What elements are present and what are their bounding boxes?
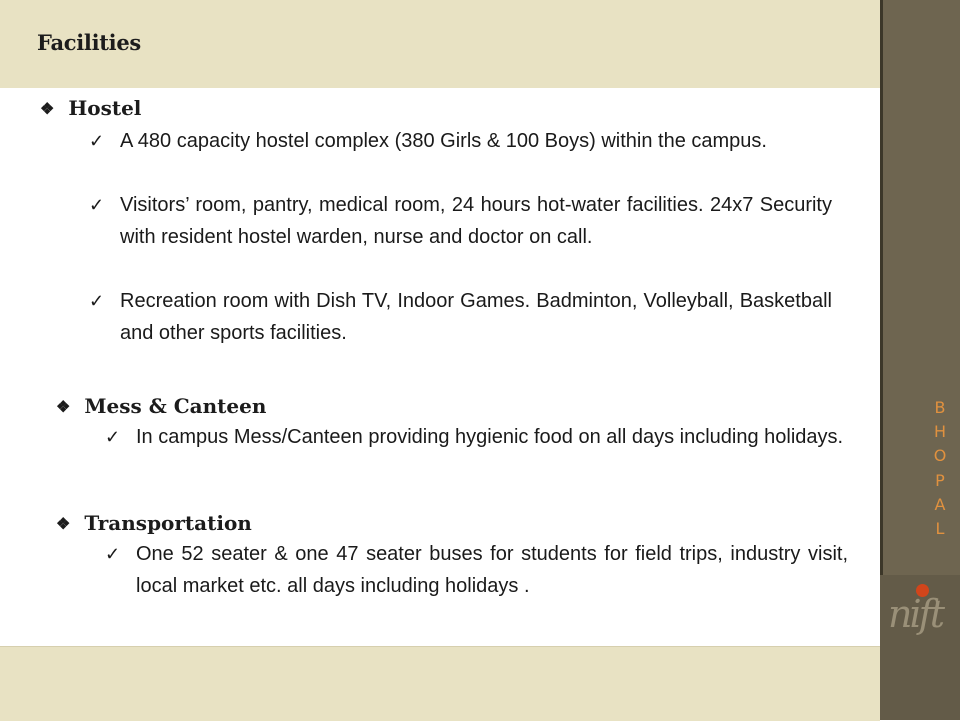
list-item-text: A 480 capacity hostel complex (380 Girls & 100 Boys) within the campus.: [120, 130, 767, 152]
section-heading-transportation: [56, 511, 252, 535]
vertical-letter: B: [934, 398, 946, 417]
list-item: [89, 286, 832, 349]
vertical-letter: H: [933, 422, 947, 442]
list-item-text: Recreation room with Dish TV, Indoor Games. Badminton, Volleyball, Basketball and other sports facilities.: [120, 290, 832, 344]
footer-band: [0, 646, 880, 721]
slide-title: Facilities: [37, 30, 141, 55]
vertical-letter: A: [934, 494, 946, 514]
list-item-text: One 52 seater & one 47 seater buses for students for field trips, industry visit, local market etc. all days including holidays .: [136, 543, 848, 597]
vertical-bhopal-letters: [925, 396, 955, 541]
list-item: [89, 190, 832, 253]
checkmark-icon: ✓: [89, 195, 105, 215]
nift-logo: [884, 578, 958, 648]
section-heading-label: Hostel: [68, 96, 142, 120]
section-heading-label: Mess & Canteen: [84, 394, 267, 418]
list-item-text: Visitors’ room, pantry, medical room, 24 hours hot-water facilities. 24x7 Security with resident hostel warden, nurse and doctor on call.: [120, 194, 832, 248]
checkmark-icon: ✓: [105, 427, 121, 447]
vertical-letter: O: [933, 446, 947, 466]
diamond-bullet-icon: ❖: [56, 513, 71, 533]
diamond-bullet-icon: ❖: [56, 396, 71, 416]
list-item-text: In campus Mess/Canteen providing hygienic food on all days including holidays.: [136, 426, 844, 448]
checkmark-icon: ✓: [89, 291, 105, 311]
logo-script-text: nift: [888, 592, 942, 636]
checkmark-icon: ✓: [105, 544, 121, 564]
vertical-letter: L: [935, 519, 945, 539]
list-item: [105, 422, 848, 454]
section-heading-hostel: [40, 96, 141, 120]
section-heading-label: Transportation: [84, 511, 252, 535]
vertical-letter: P: [935, 470, 945, 490]
checkmark-icon: ✓: [89, 131, 105, 151]
section-heading-mess-canteen: [56, 394, 266, 418]
diamond-bullet-icon: ❖: [40, 98, 55, 118]
list-item: [105, 539, 848, 602]
list-item: [89, 126, 832, 158]
